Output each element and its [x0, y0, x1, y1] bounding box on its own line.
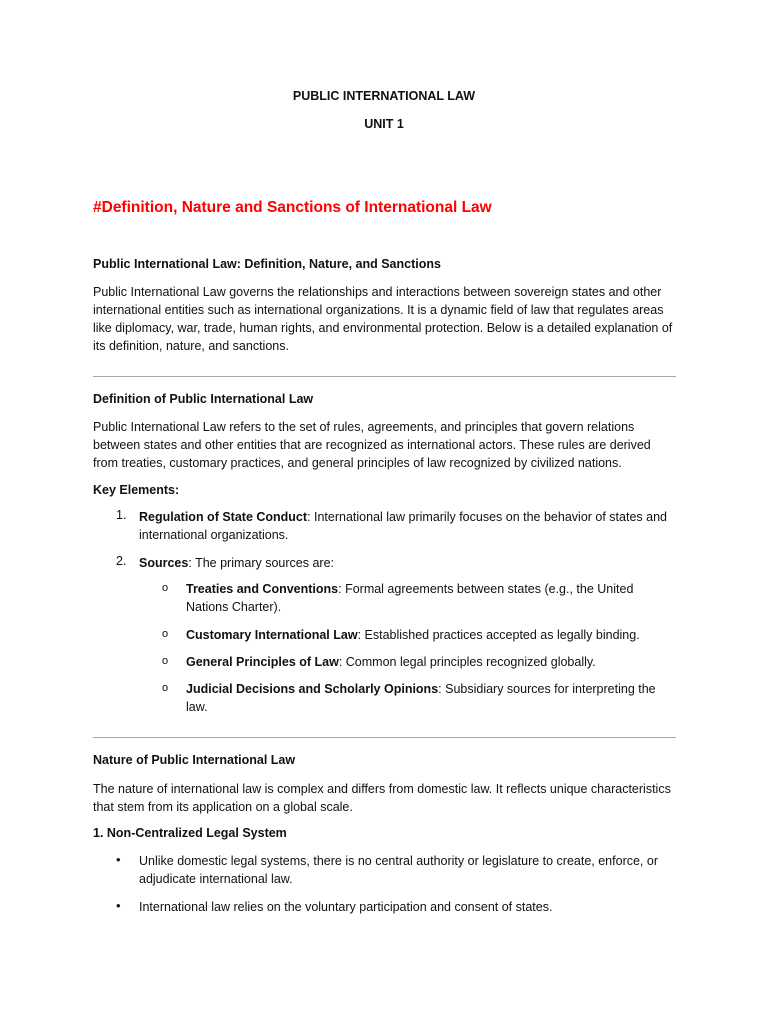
list-item — [139, 508, 669, 544]
circle-bullet-icon: o — [162, 682, 169, 694]
definition-paragraph: Public International Law refers to the set of rules, agreements, and principles that govern relations between states and other entities that are recognized as international actors. These rules are derived from treaties, customary practices, and general principles of law recognized by civilized nations. — [93, 420, 651, 470]
list-item-term: Judicial Decisions and Scholarly Opinions — [186, 682, 439, 696]
list-item — [139, 554, 669, 572]
list-item-desc: : Common legal principles recognized globally. — [338, 655, 596, 669]
list-item-desc: : Subsidiary sources for interpreting the law. — [186, 682, 656, 714]
list-item-desc: : Established practices accepted as legally binding. — [357, 628, 640, 642]
list-item-desc: : The primary sources are: — [188, 556, 334, 570]
list-item: Unlike domestic legal systems, there is no central authority or legislature to create, enforce, or adjudicate international law. — [139, 854, 658, 886]
bullet-dot-icon: • — [116, 852, 121, 867]
unit-label: UNIT 1 — [364, 117, 404, 131]
list-item-term: Treaties and Conventions — [186, 582, 339, 596]
list-item — [186, 626, 666, 644]
list-item-term: Sources — [139, 556, 189, 570]
list-item-desc: : International law primarily focuses on the behavior of states and international organizations. — [139, 510, 667, 542]
list-item-term: Customary International Law — [186, 628, 358, 642]
list-number: 1. — [116, 508, 127, 522]
circle-bullet-icon: o — [162, 582, 169, 594]
list-item — [186, 653, 666, 671]
list-item — [186, 680, 656, 716]
list-item-term: Regulation of State Conduct — [139, 510, 308, 524]
list-item-desc: : Formal agreements between states (e.g., the United Nations Charter). — [186, 582, 634, 614]
bullet-dot-icon: • — [116, 898, 121, 913]
nature-heading: Nature of Public International Law — [93, 753, 296, 767]
divider — [93, 376, 676, 377]
nature-paragraph: The nature of international law is complex and differs from domestic law. It reflects unique characteristics that stem from its application on a global scale. — [93, 782, 671, 814]
nature-subheading: 1. Non-Centralized Legal System — [93, 826, 287, 840]
list-item — [186, 580, 656, 616]
list-item-term: General Principles of Law — [186, 655, 339, 669]
circle-bullet-icon: o — [162, 628, 169, 640]
subheading: Public International Law: Definition, Nature, and Sanctions — [93, 257, 441, 271]
section-heading: #Definition, Nature and Sanctions of International Law — [93, 199, 492, 216]
document-title: PUBLIC INTERNATIONAL LAW — [292, 89, 476, 103]
key-elements-label: Key Elements: — [93, 483, 180, 497]
definition-heading: Definition of Public International Law — [93, 392, 314, 406]
list-item: International law relies on the voluntary participation and consent of states. — [139, 900, 553, 914]
intro-paragraph: Public International Law governs the relationships and interactions between sovereign states and other international entities such as international organizations. It is a dynamic field of law that regulates areas like diplomacy, war, trade, human rights, and environmental protection. Below is a detailed explanation of its definition, nature, and sanctions. — [93, 285, 673, 353]
circle-bullet-icon: o — [162, 655, 169, 667]
divider — [93, 737, 676, 738]
list-number: 2. — [116, 554, 127, 568]
